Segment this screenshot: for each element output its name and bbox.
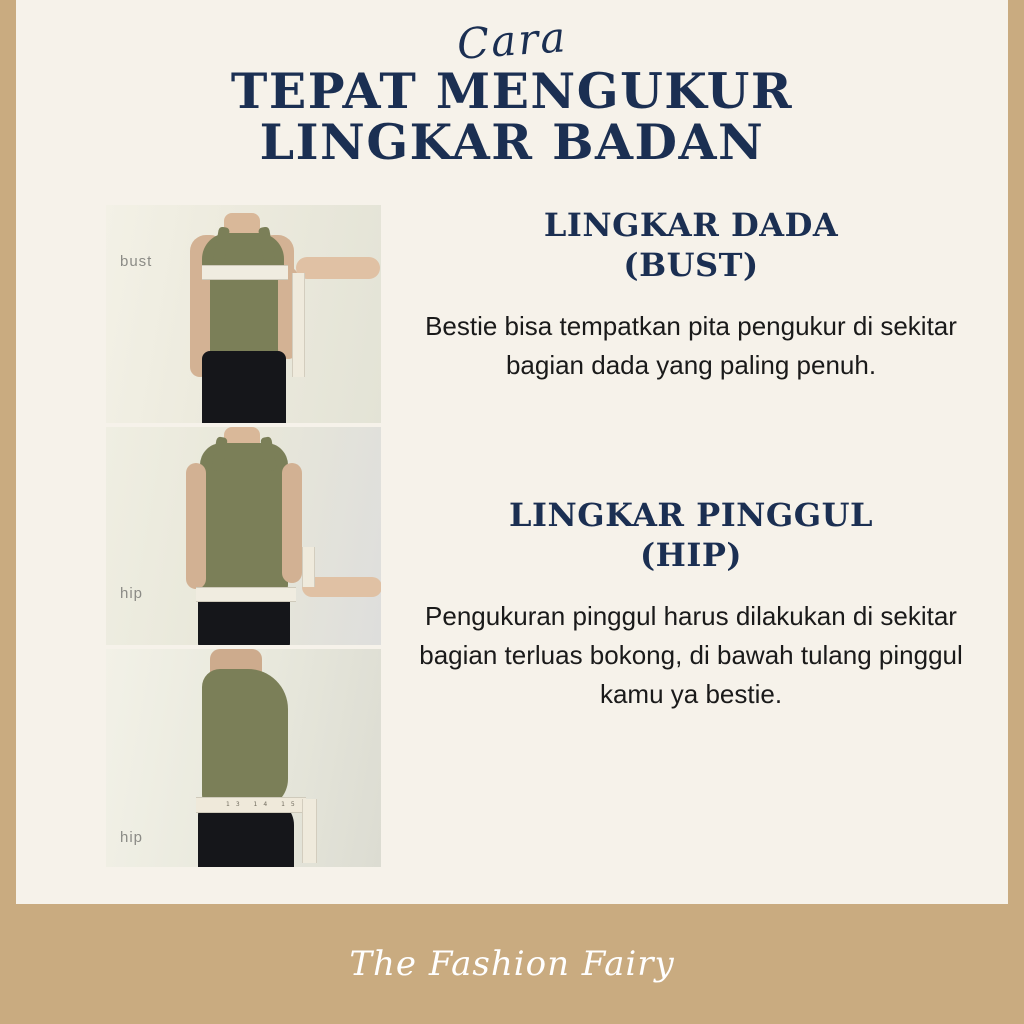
section-hip-title [411, 495, 971, 575]
section-hip-title-line-1: LINGKAR PINGGUL [509, 496, 873, 534]
measuring-tape-hanging [302, 799, 317, 863]
brand-name: The Fashion Fairy [349, 944, 675, 984]
text-column [411, 205, 971, 714]
page-title [16, 62, 1008, 172]
footer-bar [0, 904, 1024, 1024]
page-title-line-1: TEPAT MENGUKUR [230, 62, 794, 120]
section-bust-title-line-1: LINGKAR DADA [543, 206, 839, 244]
section-bust-title [411, 205, 971, 285]
figure-arm-left [186, 463, 206, 589]
photo-column [106, 205, 381, 871]
photo-caption-hip-side: hip [120, 829, 144, 846]
section-bust-title-line-2: (BUST) [623, 246, 759, 284]
measuring-tape-hanging [302, 547, 315, 587]
header-script-word: Cara [455, 12, 569, 69]
section-hip-body: Pengukuran pinggul harus dilakukan di sekitar bagian terluas bokong, di bawah tulang pinggul kamu ya bestie. [419, 601, 963, 709]
measuring-tape-horizontal [202, 265, 288, 280]
photo-caption-bust: bust [120, 253, 153, 270]
frame-border-left [0, 0, 16, 1024]
figure-tank-top [202, 669, 288, 809]
measuring-tape-ticks: 13 14 15 [226, 801, 301, 808]
section-bust [411, 205, 971, 385]
photo-hip-front [106, 427, 381, 645]
photo-bust-front [106, 205, 381, 423]
section-bust-body: Bestie bisa tempatkan pita pengukur di sekitar bagian dada yang paling penuh. [425, 311, 957, 380]
section-hip-title-line-2: (HIP) [639, 536, 743, 574]
page-title-line-2: LINGKAR BADAN [259, 113, 765, 172]
poster-inner [16, 0, 1008, 1024]
figure-leggings [202, 351, 286, 423]
figure-arm-right [282, 463, 302, 583]
helper-hand-arm [296, 257, 380, 279]
photo-caption-hip-front: hip [120, 585, 144, 602]
measuring-tape-horizontal [196, 587, 296, 602]
section-hip [411, 495, 971, 714]
measuring-tape-hanging [292, 273, 305, 377]
photo-hip-side [106, 649, 381, 867]
poster-header [16, 12, 1008, 172]
frame-border-right [1008, 0, 1024, 1024]
